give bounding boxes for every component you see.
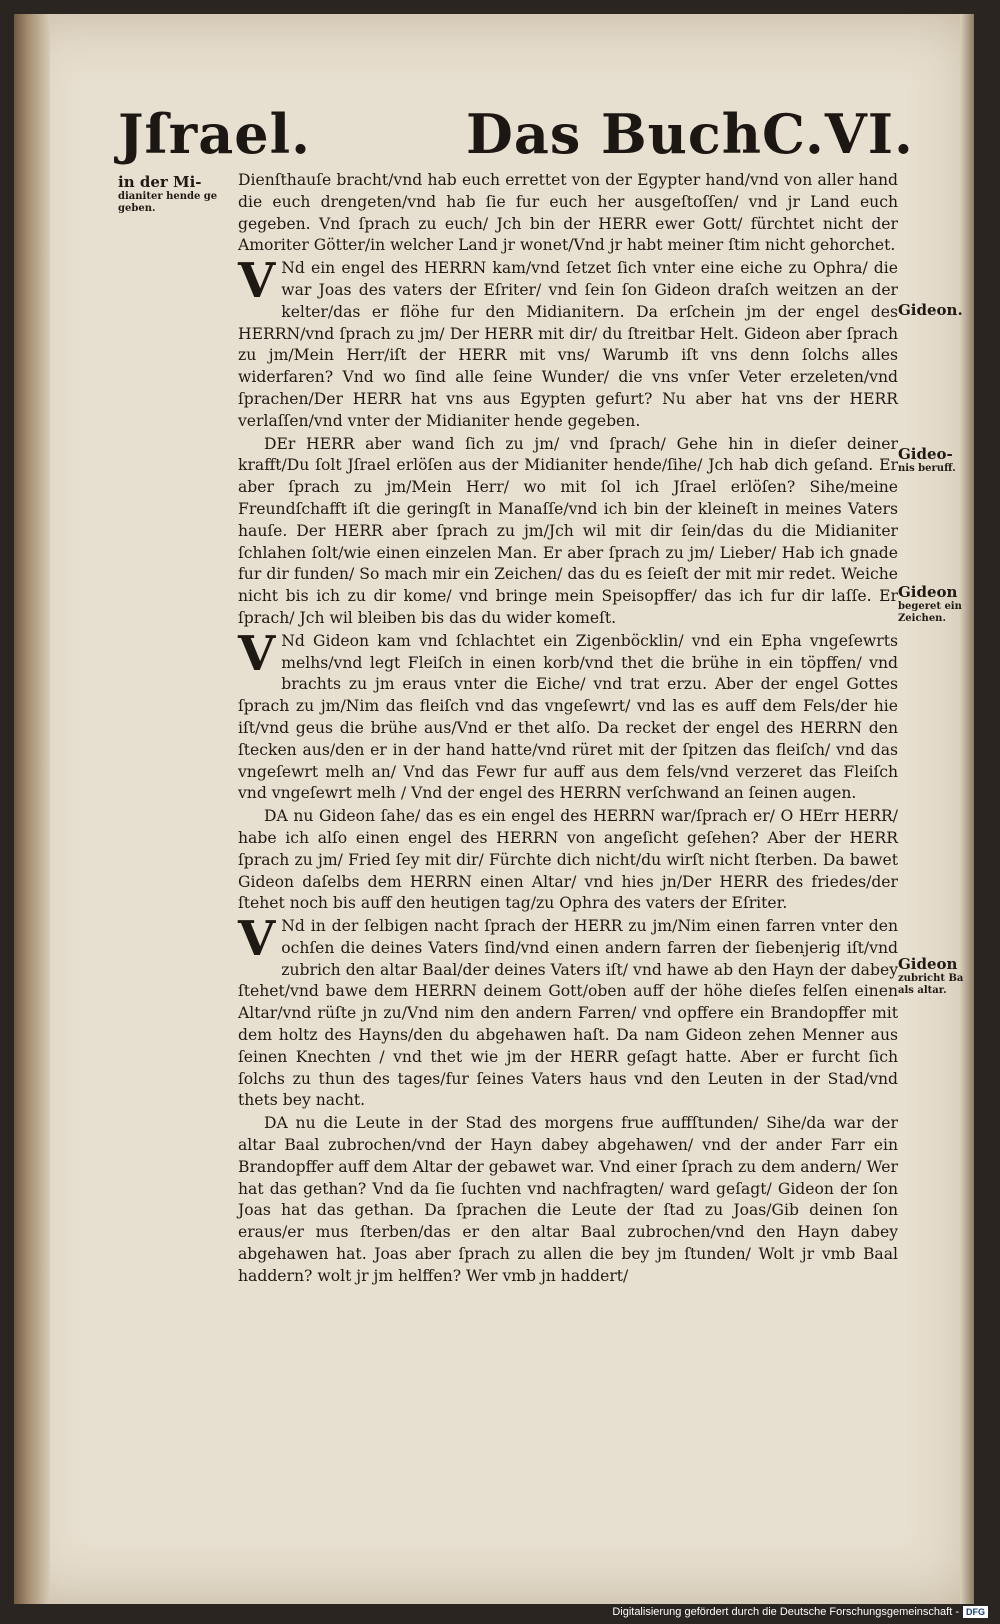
margin-note-title: Gideo- [898, 445, 953, 463]
drop-capital: V [238, 911, 276, 968]
chapter-number: C.VI. [762, 102, 914, 166]
book-page [14, 14, 974, 1604]
margin-note-title: Gideon. [898, 301, 963, 319]
margin-note [898, 302, 968, 319]
margin-note-body: begeret ein Zeichen. [898, 601, 962, 624]
paragraph: V Nd ein engel des HERRN kam/vnd ſetzet ſich vnter eine eiche zu Ophra/ die war Joas des vaters der Eſriter/ vnd ſein ſon Gideon draſch weitzen an der kelter/das er flöhe fur den Midianitern. Da erſchein jm der engel des HERRN/vnd ſprach zu jm/ Der HERR mit dir/ du ſtreitbar Helt. Gideon aber ſprach zu jm/Mein Herr/iſt der HERR mit vns/ Warumb iſt vns denn ſolchs alles widerfaren? Vnd wo ſind alle ſeine Wunder/ die vns vnſer Veter erzeleten/vnd ſprachen/Der HERR hat vns aus Egypten gefurt? Nu aber hat vns der HERR verlaſſen/vnd vnter der Midianiter hende gegeben. [238, 253, 898, 430]
margin-note [898, 446, 968, 475]
paragraph: V Nd in der ſelbigen nacht ſprach der HERR zu jm/Nim einen farren vnter den ochſen die deines Vaters ſind/vnd einen andern farren der ſiebenjerig iſt/vnd zubrich den altar Baal/der deines Vaters iſt/ vnd hawe ab den Hayn der dabey ſtehet/vnd bawe dem HERRN deinem Gott/oben auff der höhe dieſes felſen einen Altar/vnd rüſte jn zu/Vnd nim den andern Farren/ vnd opffere ein Brandopffer mit dem holtz des Hayns/den du abgehawen haſt. Da nam Gideon zehen Menner aus ſeinen Knechten / vnd thet wie jm der HERR geſagt hatte. Aber er furcht ſich ſolchs zu thun des tages/fur ſeines Vaters haus vnd den Leuten in der Stad/vnd thets bey nacht. [238, 911, 898, 1110]
body-text [238, 170, 898, 1289]
running-head-left: Jſrael. [118, 102, 311, 166]
paragraph: V Nd Gideon kam vnd ſchlachtet ein Zigenböcklin/ vnd ein Epha vngeſewrts melhs/vnd legt Fleiſch in einen korb/vnd thet die brühe in ein töpffen/ vnd brachts zu jm eraus vnter die Eiche/ vnd trat erzu. Aber der engel Gottes ſprach zu jm/Nim das fleiſch vnd das vngeſewrt/ vnd las es auff dem Fels/der hie iſt/vnd geus die brühe aus/Vnd er thet alſo. Da recket der engel des HERRN den ſtecken aus/den er in der hand hatte/vnd rüret mit der ſpitzen das fleiſch/ vnd das vngeſewrt melh an/ Vnd das Fewr fur auff aus dem fels/vnd verzeret das Fleiſch vnd vngeſewrt melh / Vnd der engel des HERRN verſchwand an ſeinen augen. [238, 625, 898, 803]
paragraph: DEr HERR aber wand ſich zu jm/ vnd ſprach/ Gehe hin in dieſer deiner krafft/Du ſolt Jſrael erlöſen aus der Midianiter hende/ſihe/ Jch hab dich geſand. Er aber ſprach zu jm/Mein Herr/ wo mit ſol ich Jſrael erlöſen? Sihe/meine Freundſchafft iſt die geringſt in Manaſſe/vnd ich bin der kleineſt in meines Vaters hauſe. Der HERR aber ſprach zu jm/Jch wil mit dir ſein/das du die Midianiter ſchlahen ſolt/wie einen einzelen Man. Er aber ſprach zu jm/ Lieber/ Hab ich gnade fur dir funden/ So mach mir ein Zeichen/ das du es ſeieſt der mit mir redet. Weiche nicht bis ich zu dir kome/ vnd bringe mein Speisopffer/ das ich fur dir laſſe. Er ſprach/ Jch wil bleiben bis das du wider komeſt. [238, 434, 898, 627]
margin-note [898, 956, 968, 997]
paragraph: Dienſthauſe bracht/vnd hab euch errettet von der Egypter hand/vnd von aller hand die euch drengeten/vnd hab ſie fur euch her ausgeſtoſſen/ vnd jr Land euch gegeben. Vnd ſprach zu euch/ Jch bin der HERR ewer Gott/ fürchtet nicht der Amoriter Götter/in welcher Land jr wonet/Vnd jr habt meiner ſtim nicht gehorchet. [238, 171, 898, 255]
margin-note-title: Gideon [898, 955, 958, 973]
running-head-title: Das Buch [466, 102, 763, 166]
margin-note-title: in der Mi- [118, 173, 202, 191]
margin-note-body: dianiter hende ge geben. [118, 191, 218, 214]
book-binding [14, 14, 50, 1604]
paragraph: DA nu die Leute in der Stad des morgens frue auffſtunden/ Sihe/da war der altar Baal zubrochen/vnd der Hayn dabey abgehawen/ vnd der ander Farr ein Brandopffer auff dem Altar der gebawet war. Vnd einer ſprach zu dem andern/ Wer hat das gethan? Vnd da ſie ſuchten vnd nachfragten/ ward geſagt/ Gideon der ſon Joas hat das gethan. Da ſprachen die Leute der ſtad zu Joas/Gib deinen ſon eraus/er mus ſterben/das er den altar Baal zubrochen/vnd den Hayn dabey abgehawen hat. Joas aber ſprach zu allen die bey jm ſtunden/ Wolt jr vmb Baal haddern? wolt jr jm helffen? Wer vmb jn haddert/ [238, 1114, 898, 1285]
drop-capital: V [238, 625, 276, 682]
drop-capital: V [238, 253, 276, 310]
digitization-credit [612, 1604, 988, 1620]
margin-note-body: zubricht Ba als altar. [898, 973, 964, 996]
page-edge [960, 14, 974, 1604]
dfg-logo: DFG [963, 1606, 988, 1618]
paragraph: DA nu Gideon ſahe/ das es ein engel des HERRN war/ſprach er/ O HErr HERR/ habe ich alſo einen engel des HERRN von angeſicht geſehen? Aber der HERR ſprach zu jm/ Fried ſey mit dir/ Fürchte dich nicht/du wirſt nicht ſterben. Da bawet Gideon daſelbs dem HERRN einen Altar/ vnd hies jn/Der HERR des friedes/der ſtehet noch bis auff den heutigen tag/zu Ophra des vaters der Eſriter. [238, 807, 898, 913]
margin-note [118, 174, 228, 215]
margin-note-body: nis beruff. [898, 463, 956, 474]
credit-text: Digitalisierung gefördert durch die Deutsche Forschungsgemeinschaft - [612, 1606, 959, 1618]
margin-note [898, 584, 968, 625]
margin-note-title: Gideon [898, 583, 958, 601]
